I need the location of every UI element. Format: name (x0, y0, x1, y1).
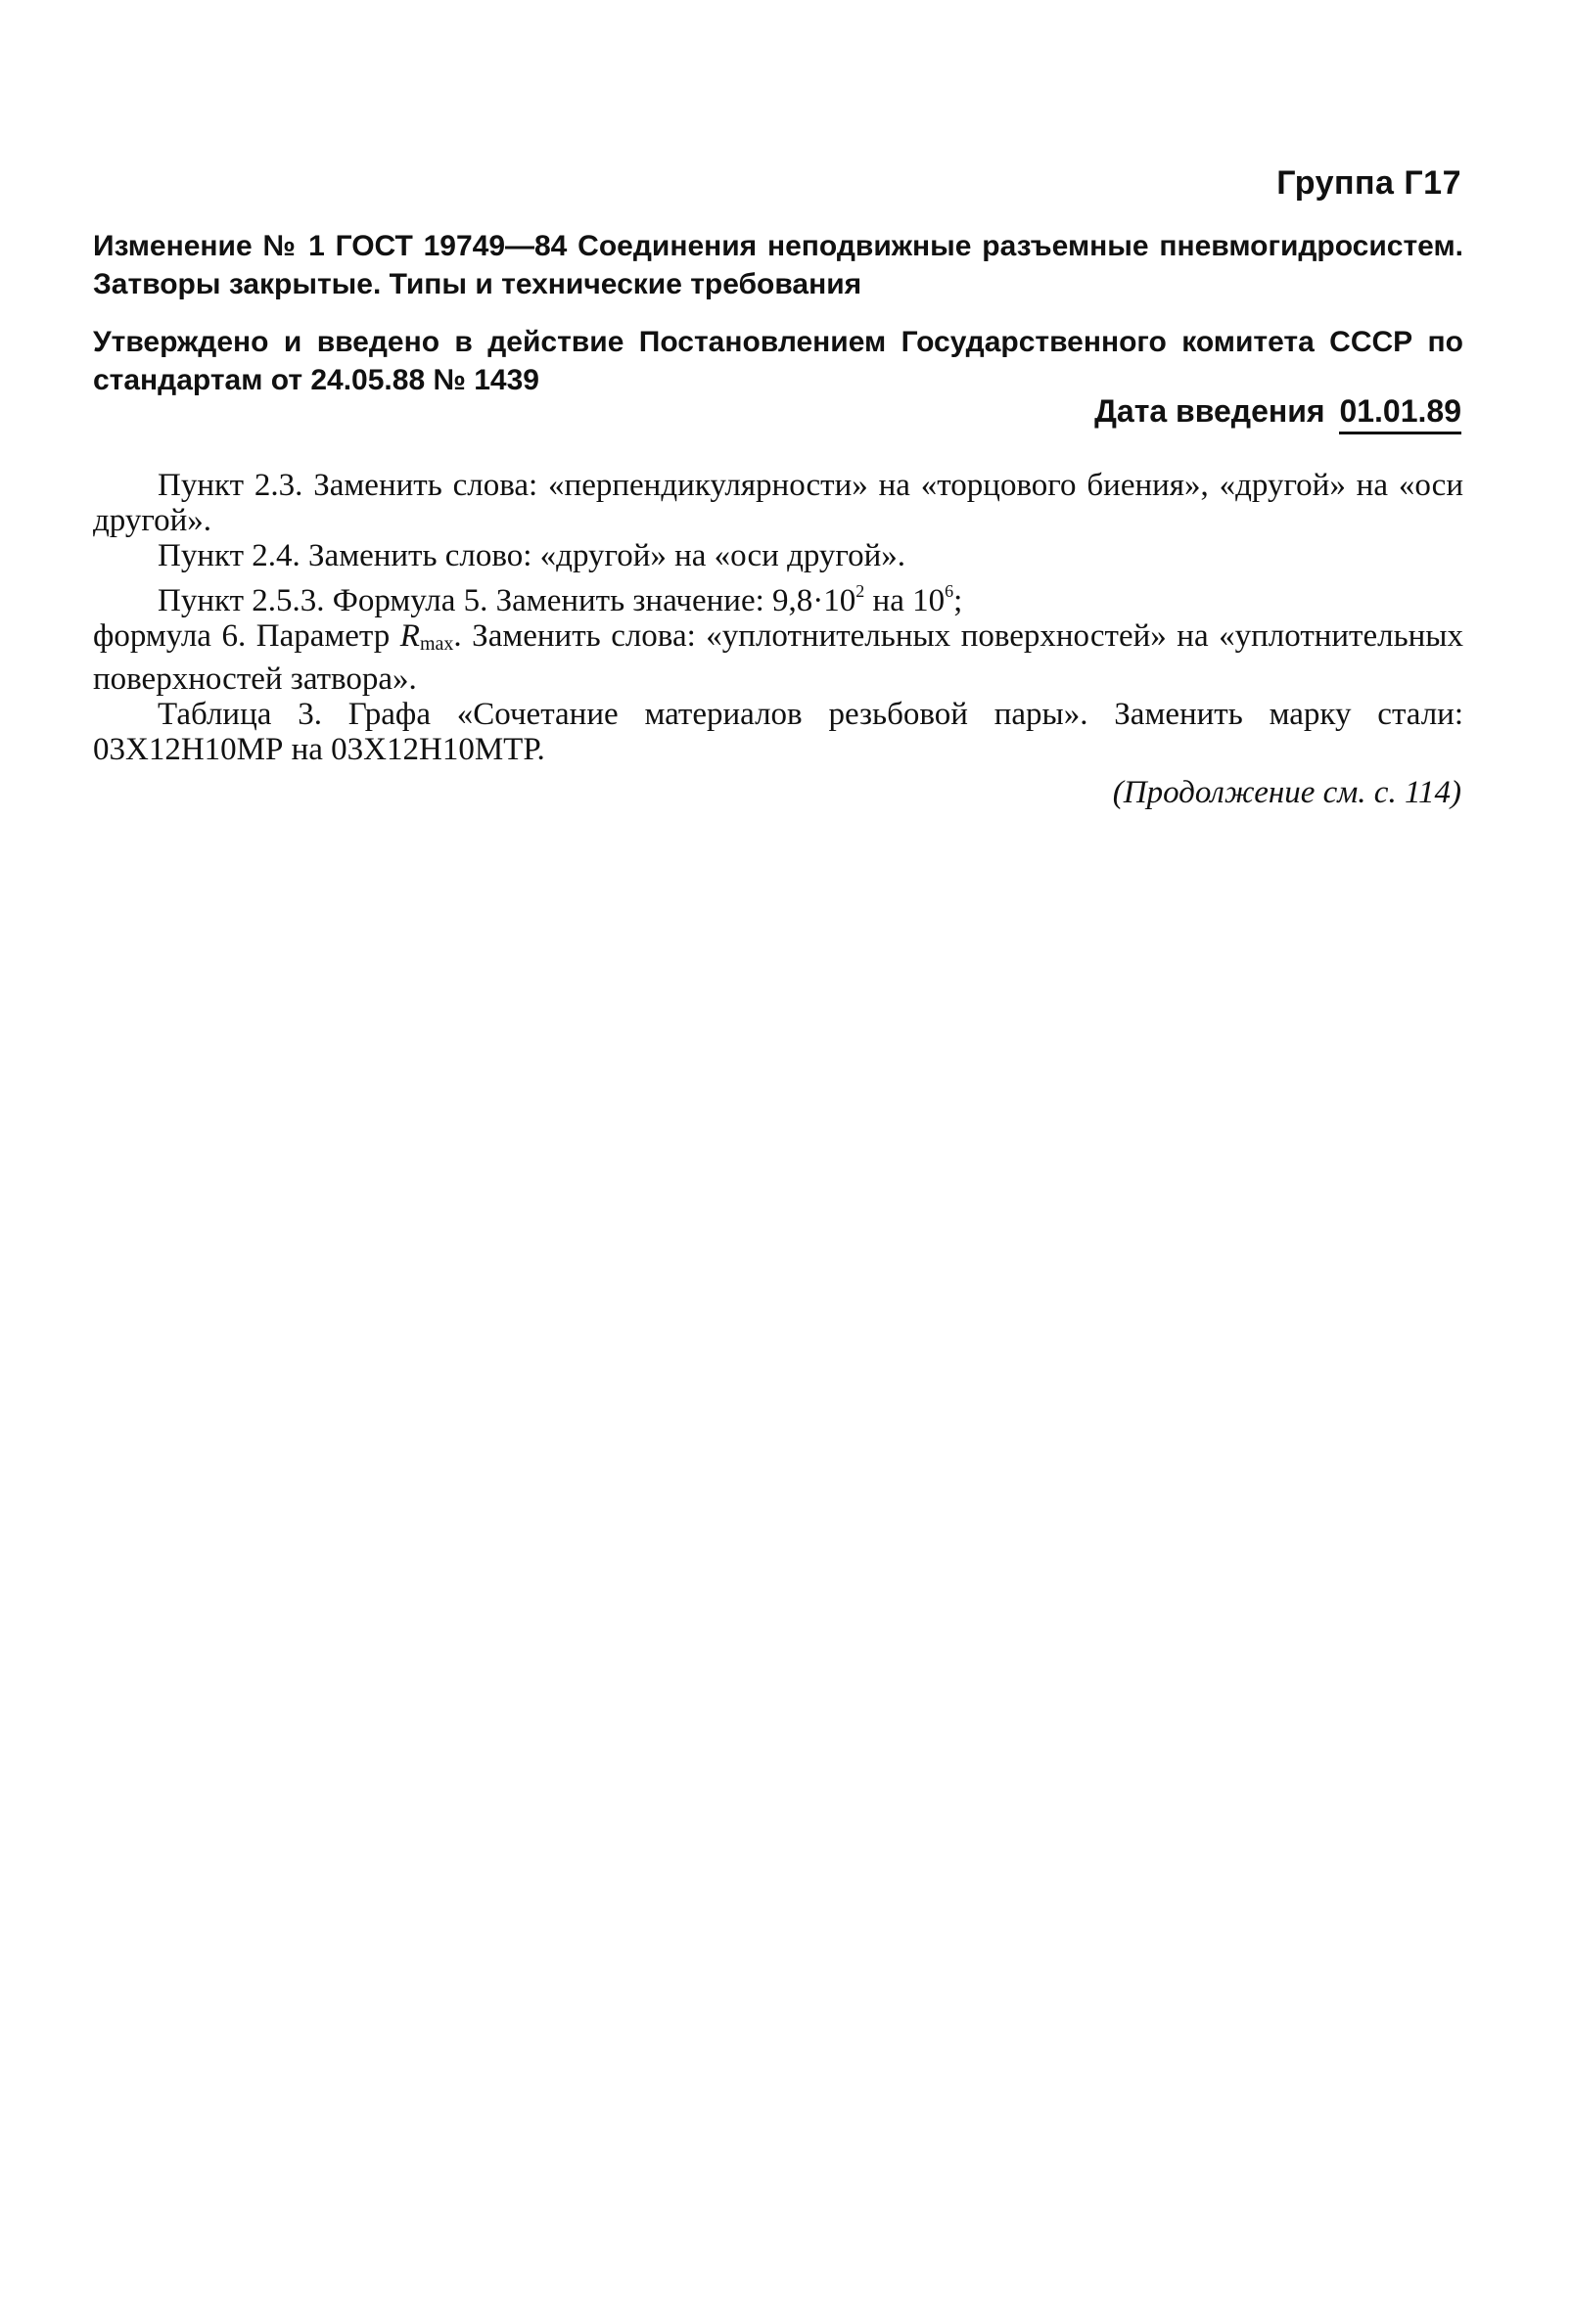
approval-statement: Утверждено и введено в действие Постановлением Государственного комитета СССР по стандартам от 24.05.88 № 1439 (93, 326, 1463, 396)
group-code: Группа Г17 (1276, 164, 1461, 202)
formula-5-exponent-new: 6 (945, 581, 954, 601)
paragraph-item-2-3: Пункт 2.3. Заменить слова: «перпендикулярности» на «торцового биения», «другой» на «оси другой». (93, 468, 1463, 538)
formula-5-text: Пункт 2.5.3. Формула 5. Заменить значение: 9,8·10 (158, 583, 856, 618)
continuation-note: (Продолжение см. с. 114) (1112, 775, 1461, 810)
paragraph-item-2-4: Пункт 2.4. Заменить слово: «другой» на «оси другой». (158, 538, 906, 573)
paragraph-item-2-5-3 (93, 573, 1463, 618)
parameter-subscript: max (419, 633, 454, 655)
date-value: 01.01.89 (1339, 393, 1461, 434)
formula-5-end: ; (953, 583, 963, 618)
formula-5-exponent-old: 2 (855, 581, 865, 601)
date-label: Дата введения (1094, 393, 1325, 429)
paragraph-table-3: Таблица 3. Графа «Сочетание материалов резьбовой пары». Заменить марку стали: 03Х12Н10МР на 03Х12Н10МТР. (93, 697, 1463, 767)
formula-5-mid: на 10 (864, 583, 946, 618)
formula-6-end: . Заменить слова: «уплотнительных поверхностей» на «уплотнительных поверхностей затвора». (93, 618, 1463, 697)
change-title: Изменение № 1 ГОСТ 19749—84 Соединения неподвижные разъемные пневмогидросистем. Затворы закрытые. Типы и технические требования (93, 230, 1463, 300)
paragraph-formula-6 (93, 618, 1463, 697)
change-body (93, 468, 1463, 767)
formula-6-start: формула 6. Параметр (93, 618, 400, 654)
effective-date (1094, 393, 1461, 434)
parameter-symbol: R (399, 618, 420, 654)
